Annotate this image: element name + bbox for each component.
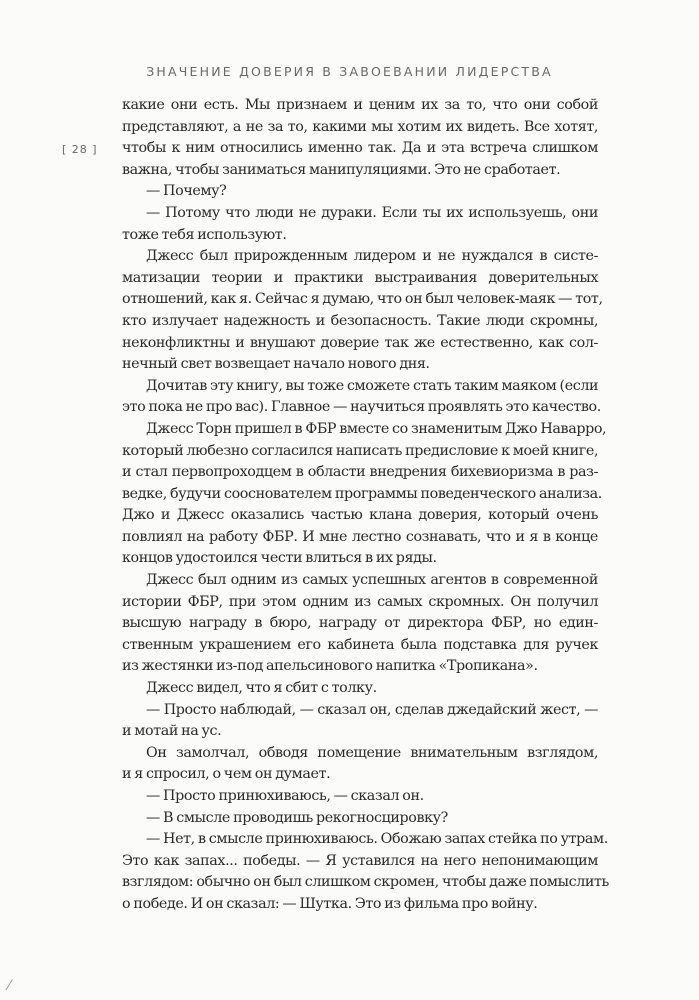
text-line: ведке, будучи сооснователем программы поведенческого анализа. xyxy=(122,485,602,502)
text-line: истории ФБР, при этом одним из самых скромных. Он получил xyxy=(122,593,598,610)
text-line: о победе. И он сказал: — Шутка. Это из фильма про войну. xyxy=(122,895,538,912)
text-line: взглядом: обычно он был слишком скромен, чтобы даже помыслить xyxy=(122,874,609,891)
text-line: кто излучает надежность и безопасность. Такие люди скромны, xyxy=(122,312,598,329)
text-line: Джесс был прирожденным лидером и не нуждался в систе- xyxy=(146,248,598,265)
text-line: повлиял на работу ФБР. И мне лестно сознавать, что и я в конце xyxy=(122,528,598,545)
text-line: нечный свет возвещает начало нового дня. xyxy=(122,356,430,373)
text-line: — Просто наблюдай, — сказал он, сделав джедайский жест, — xyxy=(146,701,598,718)
text-line: отношений, как я. Сейчас я думаю, что он был человек-маяк — тот, xyxy=(122,291,603,308)
text-line: это пока не про вас). Главное — научиться проявлять это качество. xyxy=(122,399,601,416)
text-line: из жестянки из-под апельсинового напитка «Тропикана». xyxy=(122,658,538,675)
text-line: Джесс видел, что я сбит с толку. xyxy=(146,680,377,697)
corner-mark: ⁄ xyxy=(8,978,11,994)
text-line: концов удостоился чести влиться в их ряды. xyxy=(122,550,437,567)
page-number: [ 28 ] xyxy=(62,143,98,156)
text-line: — Просто принюхиваюсь, — сказал он. xyxy=(146,788,424,804)
text-line: важна, чтобы заниматься манипуляциями. Это не сработает. xyxy=(122,161,561,178)
text-line: матизации теории и практики выстраивания доверительных xyxy=(122,269,598,286)
text-line: и я спросил, о чем он думает. xyxy=(122,766,331,783)
text-line: — В смысле проводишь рекогносцировку? xyxy=(146,809,448,826)
text-line: и стал первопроходцем в области внедрения бихевиоризма в раз- xyxy=(122,464,598,481)
text-line: Джесс был одним из самых успешных агентов в современной xyxy=(146,572,598,589)
text-line: неконфликтны и внушают доверие так же естественно, как сол- xyxy=(122,334,598,351)
body-text xyxy=(122,95,609,916)
text-line: Это как запах... победы. — Я уставился на него непонимающим xyxy=(122,852,598,869)
text-line: — Нет, в смысле принюхиваюсь. Обожаю запах стейка по утрам. xyxy=(146,831,608,848)
text-line: тоже тебя используют. xyxy=(122,226,287,243)
text-line: чтобы к ним относились именно так. Да и эта встреча слишком xyxy=(122,140,598,157)
text-line: представляют, а не за то, какими мы хотим их видеть. Все хотят, xyxy=(122,118,598,135)
running-header: ЗНАЧЕНИЕ ДОВЕРИЯ В ЗАВОЕВАНИИ ЛИДЕРСТВА xyxy=(146,64,553,79)
text-line: какие они есть. Мы признаем и ценим их за то, что они собой xyxy=(122,97,598,113)
text-line: ственным украшением его кабинета была подставка для ручек xyxy=(122,636,598,653)
text-line: Дочитав эту книгу, вы тоже сможете стать таким маяком (если xyxy=(146,377,599,394)
text-line: — Почему? xyxy=(146,183,227,200)
text-line: Он замолчал, обводя помещение внимательным взглядом, xyxy=(146,744,598,761)
text-line: — Потому что люди не дураки. Если ты их используешь, они xyxy=(146,204,598,221)
text-line: Джо и Джесс оказались частью клана доверия, который очень xyxy=(122,507,598,524)
text-line: Джесс Торн пришел в ФБР вместе со знаменитым Джо Наварро, xyxy=(146,420,607,437)
text-line: высшую награду в бюро, награду от директора ФБР, но един- xyxy=(122,615,598,632)
text-line: который любезно согласился написать предисловие к моей книге, xyxy=(122,442,599,459)
text-line: и мотай на ус. xyxy=(122,723,222,740)
